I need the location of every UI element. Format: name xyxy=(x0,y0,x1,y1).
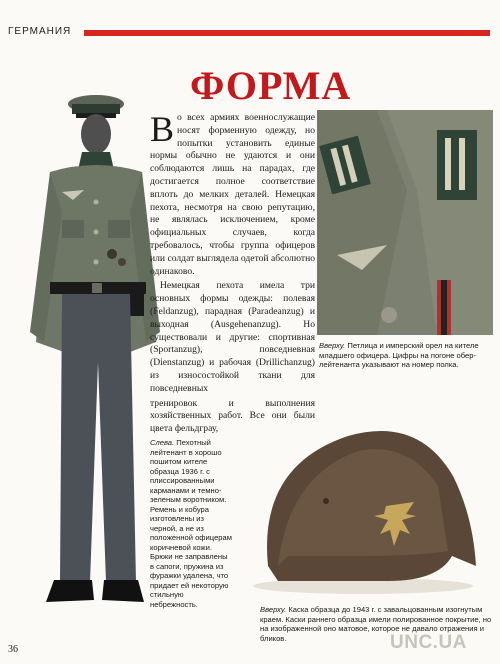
article-paragraph-2: Немецкая пехота имела три основных формы одежды: полевая (Feldanzug), парадная (Paradeanzug) и выходная (Ausgehenanzug). Но существовали и другие: спортивная (Sportanzug), повседневная (Dienstanzug) и рабочая (Drillichanzug) из износостойкой ткани для повседневных xyxy=(150,280,315,394)
drop-cap: В xyxy=(150,109,175,149)
article-paragraph-1: о всех армиях военнослужащие носят форменную одежду, но попытки установить единые нормы обычно не удаются и они соблюдаются лишь на парадах, где достигается полное соответствие вплоть до мелких деталей. Немецкая пехота, несмотря на свою репутацию, не являлась исключением, кроме официальных случаев, когда требовалось, чтобы группа офицеров или солдат выглядела одетой абсолютно одинаково. xyxy=(150,112,315,277)
page-title: ФОРМА xyxy=(190,63,352,108)
uniform-caption: Слева. Пехотный лейтенант в хорошо пошитом кителе образца 1936 г. с плиссированными карманами и темно-зеленым воротником. Ремень и кобура изготовлены из черной, а не из положенной офицерам коричневой кожи. Брюки не заправлены в сапоги, пружина из фуражки удалена, что придает ей некоторую стильную небрежность. xyxy=(150,438,232,609)
watermark: UNC.UA xyxy=(390,632,467,653)
collar-photo xyxy=(317,110,493,335)
article-paragraph-2-tail: тренировок и выполнения хозяйственных работ. Все они были цвета фельдграу, xyxy=(150,397,315,435)
uniform-figure xyxy=(10,92,165,632)
helmet-caption: Вверху. Каска образца до 1943 г. с завальцованным изогнутым краем. Каски раннего образца имели полированное покрытие, но на изображенной оно матовое, которое не давало отражения и бликов. xyxy=(260,605,492,643)
section-label: ГЕРМАНИЯ xyxy=(8,26,72,37)
section-rule xyxy=(84,30,490,36)
collar-caption: Вверху. Петлица и имперский орел на кителе младшего офицера. Цифры на погоне обер-лейтенанта указывают на номер полка. xyxy=(319,341,479,369)
article-body xyxy=(150,109,315,438)
helmet-photo xyxy=(238,406,488,596)
page-number: 36 xyxy=(8,644,18,655)
